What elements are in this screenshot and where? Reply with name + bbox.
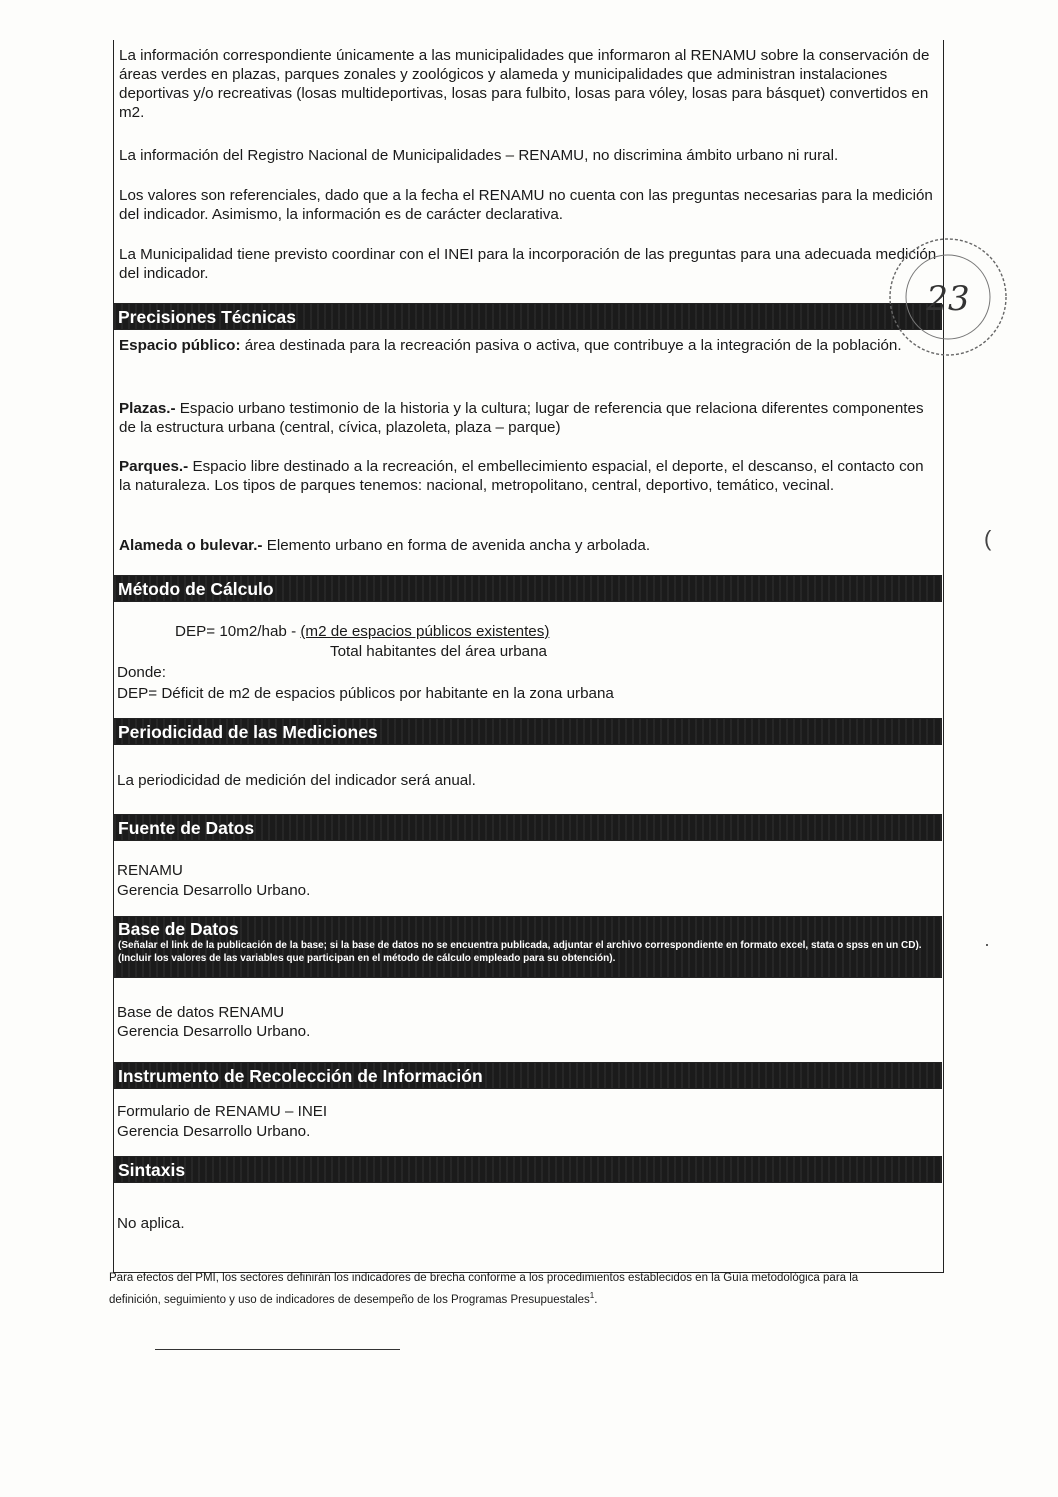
sintaxis-text: No aplica.: [117, 1215, 185, 1232]
definition-text: Elemento urbano en forma de avenida ancha y arbolada.: [262, 537, 651, 554]
definition-text: Espacio urbano testimonio de la historia y la cultura; lugar de referencia que relaciona diferentes componentes de la estructura urbana (central, cívica, plazoleta, plaza – parque): [119, 400, 924, 436]
section-header-precisiones: Precisiones Técnicas: [114, 303, 942, 330]
section-header-metodo: Método de Cálculo: [114, 575, 942, 602]
section-header-fuente: Fuente de Datos: [114, 814, 942, 841]
definition-plazas: [119, 399, 937, 437]
intro-paragraph-2: La información del Registro Nacional de Municipalidades – RENAMU, no discrimina ámbito urbano ni rural.: [119, 147, 839, 164]
footnote-paragraph: [109, 1270, 899, 1309]
stamp-number: 23: [926, 279, 970, 319]
instrumento-line-2: Gerencia Desarrollo Urbano.: [117, 1123, 311, 1140]
section-header-sintaxis: Sintaxis: [114, 1156, 942, 1183]
section-header-base: [114, 916, 942, 978]
formula-denominator: Total habitantes del área urbana: [330, 643, 547, 660]
section-header-instrumento: Instrumento de Recolección de Información: [114, 1062, 942, 1089]
definition-alameda: [119, 536, 937, 555]
definition-parques: [119, 457, 937, 495]
fuente-line-2: Gerencia Desarrollo Urbano.: [117, 882, 311, 899]
intro-paragraph-3: Los valores son referenciales, dado que a la fecha el RENAMU no cuenta con las preguntas necesarias para la medición del indicador. Asimismo, la información es de carácter declarativa.: [119, 187, 933, 223]
formula-numerator: (m2 de espacios públicos existentes): [300, 623, 550, 640]
term: Plazas.-: [119, 400, 176, 417]
seal-stamp-icon: [885, 234, 1011, 360]
intro-paragraph-4: La Municipalidad tiene previsto coordinar con el INEI para la incorporación de las preguntas para una adecuada medición del indicador.: [119, 246, 937, 282]
term: Alameda o bulevar.-: [119, 537, 263, 554]
base-title: Base de Datos: [118, 919, 239, 939]
footnote-ref: 1: [589, 1291, 595, 1300]
margin-mark-icon: ·: [984, 934, 990, 954]
base-note-1: (Señalar el link de la publicación de la base; si la base de datos no se encuentra publicada, adjuntar el archivo correspondiente en formato excel, stata o spss en un CD).: [118, 940, 922, 951]
intro-paragraph-1: La información correspondiente únicamente a las municipalidades que informaron al RENAMU sobre la conservación de áreas verdes en plazas, parques zonales y zoológicos y alameda y municipalidades que administran instalaciones deportivas y/o recreativas (losas multideportivas, losas para fulbito, losas para vóley, losas para básquet) convertidos en m2.: [119, 47, 930, 121]
footnote-separator: [155, 1349, 400, 1350]
donde-label: Donde:: [117, 664, 166, 681]
formula-left: DEP= 10m2/hab -: [175, 623, 301, 640]
footnote-end: .: [594, 1293, 598, 1306]
base-line-1: Base de datos RENAMU: [117, 1004, 285, 1021]
dep-definition: DEP= Déficit de m2 de espacios públicos por habitante en la zona urbana: [117, 685, 614, 702]
base-line-2: Gerencia Desarrollo Urbano.: [117, 1023, 311, 1040]
definition-text: área destinada para la recreación pasiva o activa, que contribuye a la integración de la población.: [240, 337, 902, 354]
definition-text: Espacio libre destinado a la recreación, el embellecimiento espacial, el deporte, el descanso, el contacto con la naturaleza. Los tipos de parques tenemos: nacional, metropolitano, central, deportivo, temático, vecinal.: [119, 458, 924, 494]
definition-espacio-publico: [119, 336, 937, 355]
footnote-text: Para efectos del PMI, los sectores definirán los indicadores de brecha conforme a los procedimientos establecidos en la Guía metodológica para la definición, seguimiento y uso de indicadores de desempeño de los Programas Presupuestales: [109, 1272, 859, 1306]
term: Espacio público:: [119, 337, 241, 354]
base-note-2: (Incluir los valores de las variables que participan en el método de cálculo empleado para su obtención).: [118, 953, 616, 964]
formula: [175, 622, 549, 641]
periodicidad-text: La periodicidad de medición del indicador será anual.: [117, 772, 476, 789]
margin-mark-icon: (: [984, 526, 992, 551]
instrumento-line-1: Formulario de RENAMU – INEI: [117, 1103, 328, 1120]
section-header-periodicidad: Periodicidad de las Mediciones: [114, 718, 942, 745]
fuente-line-1: RENAMU: [117, 862, 183, 879]
term: Parques.-: [119, 458, 189, 475]
